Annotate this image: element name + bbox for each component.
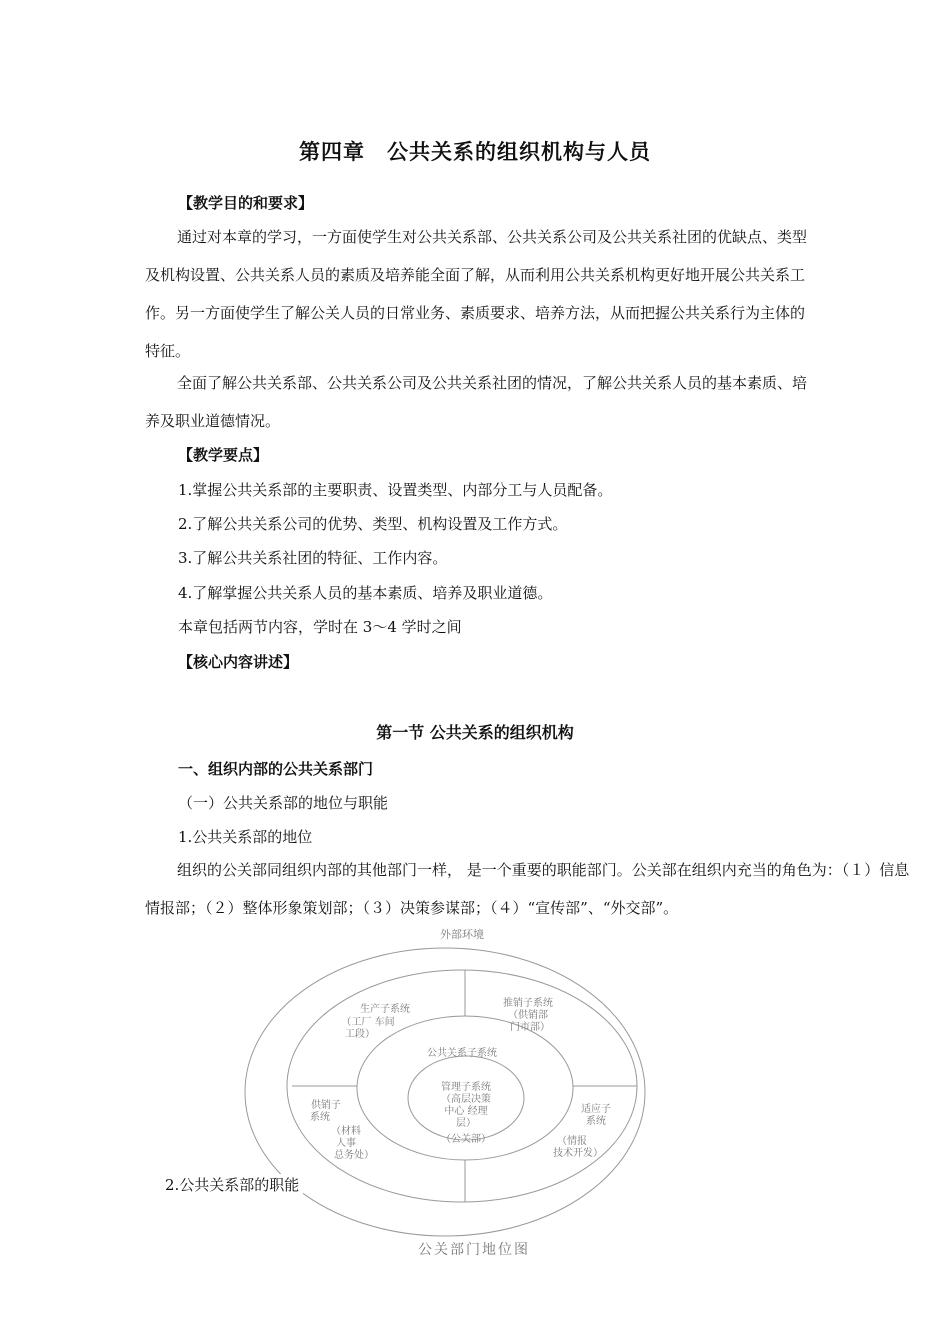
pr-department-position-diagram xyxy=(230,920,700,1260)
keypoint-item: 3.了解公共关系社团的特征、工作内容。 xyxy=(178,549,448,567)
item-heading: 1.公共关系部的地位 xyxy=(178,828,313,846)
keypoint-item: 1.掌握公共关系部的主要职责、设置类型、内部分工与人员配备。 xyxy=(178,481,613,499)
outer-environment-label: 外部环境 xyxy=(440,928,484,941)
pr-department-label: （公关部） xyxy=(441,1134,491,1145)
section-title: 第一节 公共关系的组织机构 xyxy=(376,723,574,742)
subsubsection-heading: （一）公共关系部的地位与职能 xyxy=(178,794,389,812)
keypoints-heading: 【教学要点】 xyxy=(178,446,269,464)
objectives-paragraph-1 xyxy=(145,218,815,370)
management-label: 管理子系统 xyxy=(441,1082,491,1093)
management-label: （高层决策 xyxy=(441,1094,491,1105)
keypoints-summary: 本章包括两节内容，学时在 3～4 学时之间 xyxy=(178,618,462,636)
subsection-heading: 一、组织内部的公共关系部门 xyxy=(178,760,374,778)
production-label: 工段） xyxy=(345,1029,375,1040)
adapt-label: （情报 xyxy=(557,1136,587,1147)
sales-label: 门市部） xyxy=(510,1022,550,1033)
production-label: 生产子系统 xyxy=(360,1004,410,1015)
diagram-caption: 公关部门地位图 xyxy=(418,1242,530,1258)
adapt-label: 技术开发） xyxy=(553,1148,603,1159)
supply-label: 系统 xyxy=(310,1112,330,1123)
sales-label: （供销部 xyxy=(508,1010,548,1021)
supply-label: 人事 xyxy=(336,1138,356,1149)
keypoint-item: 4.了解掌握公共关系人员的基本素质、培养及职业道德。 xyxy=(178,584,553,602)
pr-subsystem-label: 公共关系子系统 xyxy=(427,1048,497,1059)
role-paragraph-text: 组织的公关部同组织内部的其他部门一样， 是一个重要的职能部门。公关部在组织内充当的角色为：（１）信息情报部；（２）整体形象策划部；（３）决策参谋部；（４）“宣传部”、“外交部”。 xyxy=(145,861,910,917)
objectives-para1-text: 通过对本章的学习，一方面使学生对公共关系部、公共关系公司及公共关系社团的优缺点、类型及机构设置、公共关系人员的素质及培养能全面了解，从而利用公共关系机构更好地开展公共关系工作。另一方面使学生了解公关人员的日常业务、素质要求、培养方法，从而把握公共关系行为主体的特征。 xyxy=(145,228,808,360)
management-label: 中心 经理 xyxy=(444,1106,488,1117)
adapt-label: 系统 xyxy=(586,1116,606,1127)
keypoint-item: 2.了解公共关系公司的优势、类型、机构设置及工作方式。 xyxy=(178,515,568,533)
objectives-para2-text: 全面了解公共关系部、公共关系公司及公共关系社团的情况，了解公共关系人员的基本素质、培养及职业道德情况。 xyxy=(145,374,808,430)
objectives-heading: 【教学目的和要求】 xyxy=(178,194,314,212)
supply-label: （材料 xyxy=(331,1126,361,1137)
production-label: （工厂 车间 xyxy=(341,1017,395,1028)
adapt-label: 适应子 xyxy=(581,1104,611,1115)
role-paragraph xyxy=(145,851,910,927)
management-label: 层） xyxy=(456,1118,476,1129)
supply-label: 供销子 xyxy=(311,1100,341,1111)
objectives-paragraph-2 xyxy=(145,364,815,440)
sales-label: 推销子系统 xyxy=(503,998,553,1009)
page-title: 第四章 公共关系的组织机构与人员 xyxy=(299,139,651,164)
item-heading: 2.公共关系部的职能 xyxy=(165,1174,303,1195)
core-content-heading: 【核心内容讲述】 xyxy=(178,653,299,671)
supply-label: 总务处） xyxy=(334,1150,374,1161)
